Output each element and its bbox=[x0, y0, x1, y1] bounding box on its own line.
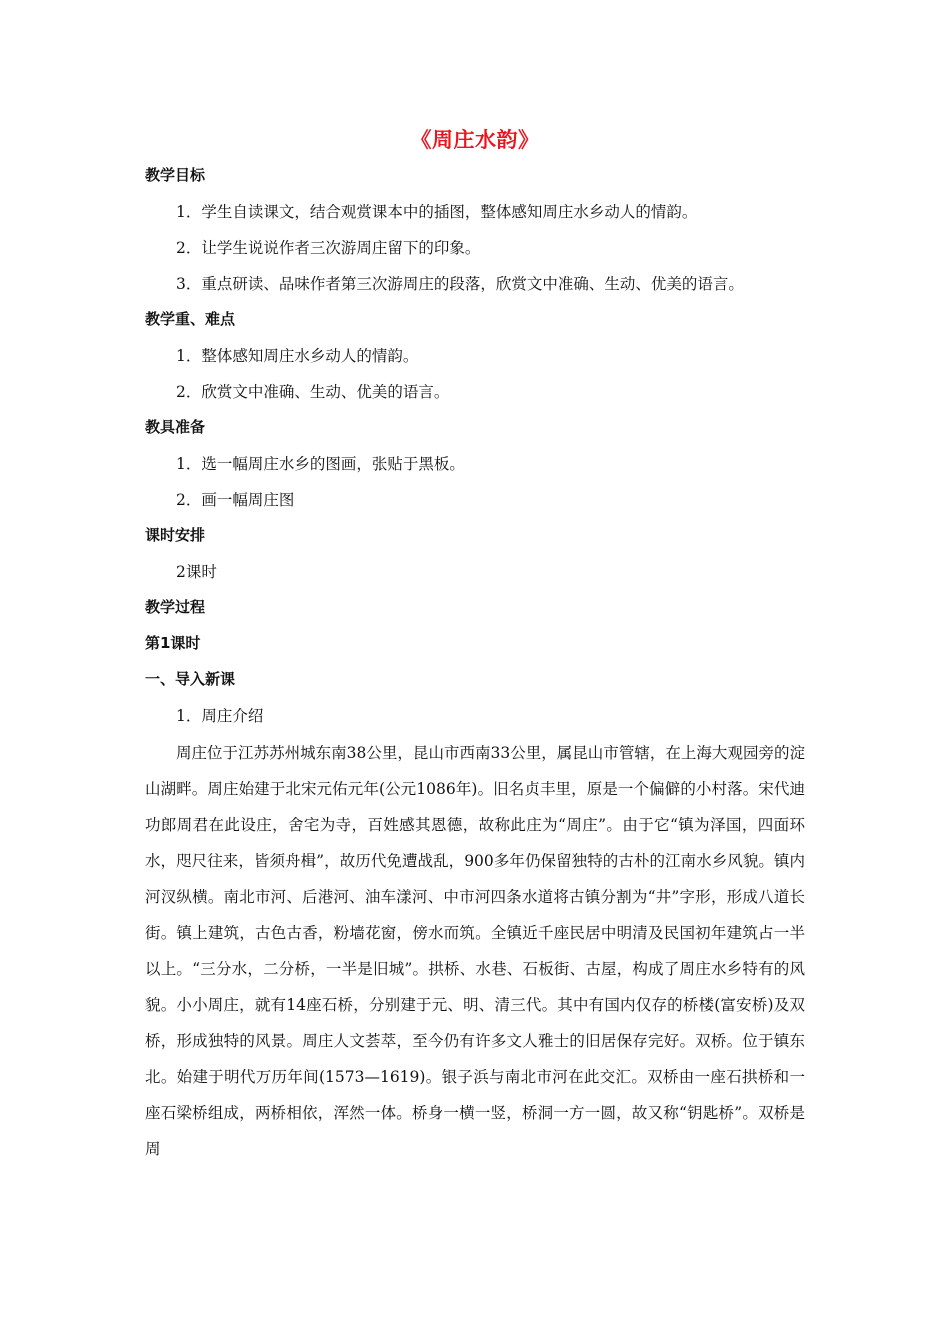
intro-paragraph: 周庄位于江苏苏州城东南38公里，昆山市西南33公里，属昆山市管辖，在上海大观园旁的淀山湖畔。周庄始建于北宋元佑元年(公元1086年)。旧名贞丰里，原是一个偏僻的小村落。宋代迪功郎周君在此设庄，舍宅为寺，百姓感其恩德，故称此庄为“周庄”。由于它“镇为泽国，四面环水，咫尺往来，皆须舟楫”，故历代免遭战乱，900多年仍保留独特的古朴的江南水乡风貌。镇内河汊纵横。南北市河、后港河、油车漾河、中市河四条水道将古镇分割为“井”字形，形成八道长街。镇上建筑，古色古香，粉墙花窗，傍水而筑。全镇近千座民居中明清及民国初年建筑占一半以上。“三分水，二分桥，一半是旧城”。拱桥、水巷、石板街、古屋，构成了周庄水乡特有的风貌。小小周庄，就有14座石桥，分别建于元、明、清三代。其中有国内仅存的桥楼(富安桥)及双桥，形成独特的风景。周庄人文荟萃，至今仍有许多文人雅士的旧居保存完好。双桥。位于镇东北。始建于明代万历年间(1573—1619)。银子浜与南北市河在此交汇。双桥由一座石拱桥和一座石梁桥组成，两桥相依，浑然一体。桥身一横一竖，桥洞一方一圆，故又称“钥匙桥”。双桥是周 bbox=[145, 744, 805, 1158]
heading-teaching-process: 教学过程 bbox=[145, 598, 206, 616]
goal-item-1: 1．学生自读课文，结合观赏课本中的插图，整体感知周庄水乡动人的情韵。 bbox=[176, 203, 698, 221]
lesson-label: 第1课时 bbox=[145, 634, 201, 652]
class-hours: 2课时 bbox=[176, 563, 217, 581]
heading-class-schedule: 课时安排 bbox=[145, 526, 206, 544]
key-item-1: 1．整体感知周庄水乡动人的情韵。 bbox=[176, 347, 419, 365]
tools-item-1: 1．选一幅周庄水乡的图画，张贴于黑板。 bbox=[176, 455, 465, 473]
tools-item-2: 2．画一幅周庄图 bbox=[176, 491, 295, 509]
key-item-2: 2．欣赏文中准确、生动、优美的语言。 bbox=[176, 383, 450, 401]
sub-heading-zhouzhuang-intro: 1．周庄介绍 bbox=[176, 707, 264, 725]
goal-item-2: 2．让学生说说作者三次游周庄留下的印象。 bbox=[176, 239, 481, 257]
goal-item-3: 3．重点研读、品味作者第三次游周庄的段落，欣赏文中准确、生动、优美的语言。 bbox=[176, 275, 744, 293]
heading-teaching-goals: 教学目标 bbox=[145, 166, 206, 184]
document-title: 《周庄水韵》 bbox=[410, 128, 540, 152]
heading-key-points: 教学重、难点 bbox=[145, 310, 236, 328]
heading-teaching-tools: 教具准备 bbox=[145, 418, 206, 436]
part-heading-intro: 一、导入新课 bbox=[145, 670, 236, 688]
